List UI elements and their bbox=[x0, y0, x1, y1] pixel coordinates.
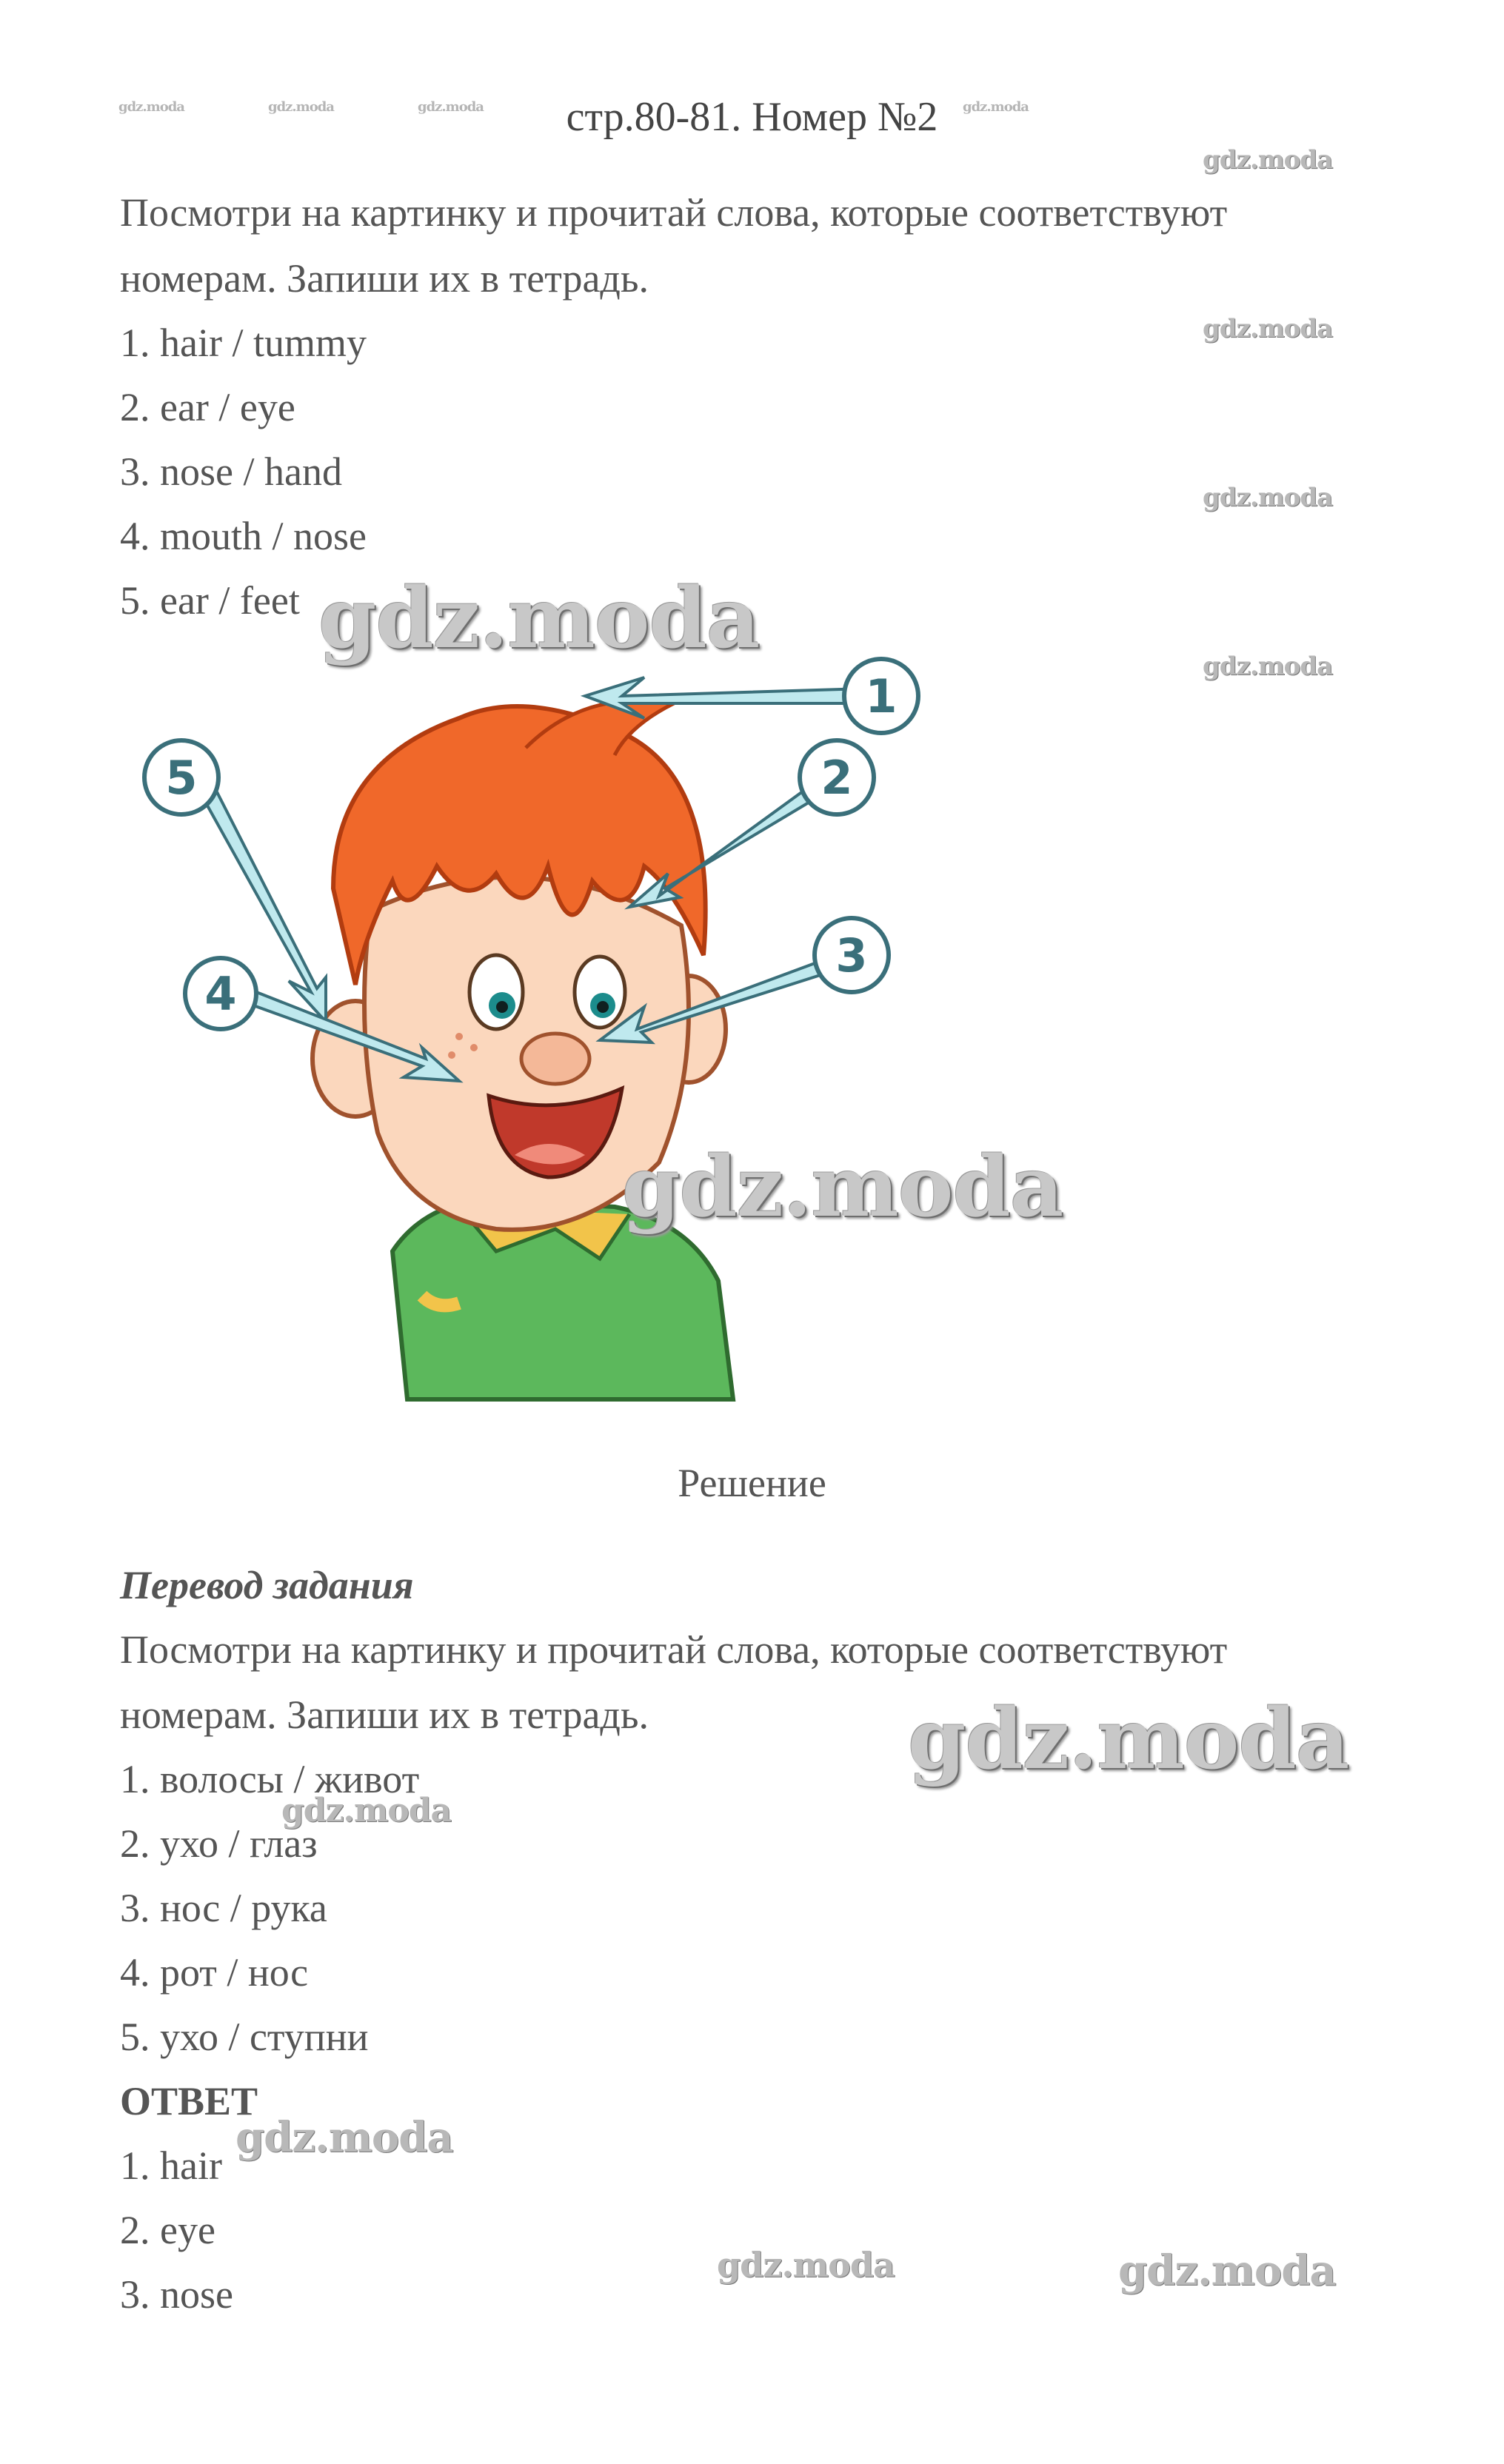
watermark: gdz.moda bbox=[281, 1792, 452, 1829]
solution-label: Решение bbox=[678, 1461, 826, 1505]
translation-option-4: 4. рот / нос bbox=[120, 1950, 309, 1995]
watermark: gdz.moda bbox=[963, 99, 1029, 115]
watermark: gdz.moda bbox=[1203, 145, 1333, 175]
callout-label-1: 1 bbox=[865, 669, 898, 723]
page-title: стр.80-81. Номер №2 bbox=[566, 94, 938, 140]
task-option-5: 5. ear / feet bbox=[120, 578, 300, 623]
task-option-4: 4. mouth / nose bbox=[120, 514, 367, 558]
task-option-2: 2. ear / eye bbox=[120, 385, 295, 429]
translation-option-5: 5. ухо / ступни bbox=[120, 2015, 369, 2059]
watermark: gdz.moda bbox=[318, 570, 760, 667]
callout-label-2: 2 bbox=[820, 751, 853, 805]
task-text-line-2: номерам. Запиши их в тетрадь. bbox=[120, 256, 649, 301]
watermark: gdz.moda bbox=[1203, 652, 1333, 681]
watermark: gdz.moda bbox=[717, 2245, 895, 2285]
watermark: gdz.moda bbox=[268, 99, 334, 115]
answer-heading: ОТВЕТ bbox=[120, 2079, 258, 2123]
watermark: gdz.moda bbox=[622, 1139, 1063, 1236]
translation-text-line-1: Посмотри на картинку и прочитай слова, которые соответствуют bbox=[120, 1627, 1228, 1672]
answer-item-1: 1. hair bbox=[120, 2143, 222, 2188]
answer-item-2: 2. eye bbox=[120, 2208, 215, 2252]
callout-label-5: 5 bbox=[165, 751, 198, 805]
callout-label-4: 4 bbox=[204, 967, 237, 1021]
watermark: gdz.moda bbox=[908, 1691, 1349, 1788]
task-text-line-1: Посмотри на картинку и прочитай слова, которые соответствуют bbox=[120, 190, 1228, 235]
watermark: gdz.moda bbox=[1203, 314, 1333, 344]
boy-head-illustration bbox=[111, 644, 970, 1414]
watermark: gdz.moda bbox=[1203, 483, 1333, 512]
translation-option-1: 1. волосы / живот bbox=[120, 1757, 420, 1801]
watermark: gdz.moda bbox=[418, 99, 484, 115]
callout-label-3: 3 bbox=[835, 928, 868, 982]
watermark: gdz.moda bbox=[1118, 2246, 1336, 2295]
translation-option-3: 3. нос / рука bbox=[120, 1886, 327, 1930]
translation-text-line-2: номерам. Запиши их в тетрадь. bbox=[120, 1693, 649, 1737]
task-option-1: 1. hair / tummy bbox=[120, 321, 367, 365]
task-option-3: 3. nose / hand bbox=[120, 449, 342, 494]
watermark: gdz.moda bbox=[118, 99, 184, 115]
watermark: gdz.moda bbox=[235, 2113, 453, 2162]
translation-heading: Перевод задания bbox=[120, 1563, 414, 1607]
translation-option-2: 2. ухо / глаз bbox=[120, 1821, 318, 1866]
answer-item-3: 3. nose bbox=[120, 2272, 233, 2317]
